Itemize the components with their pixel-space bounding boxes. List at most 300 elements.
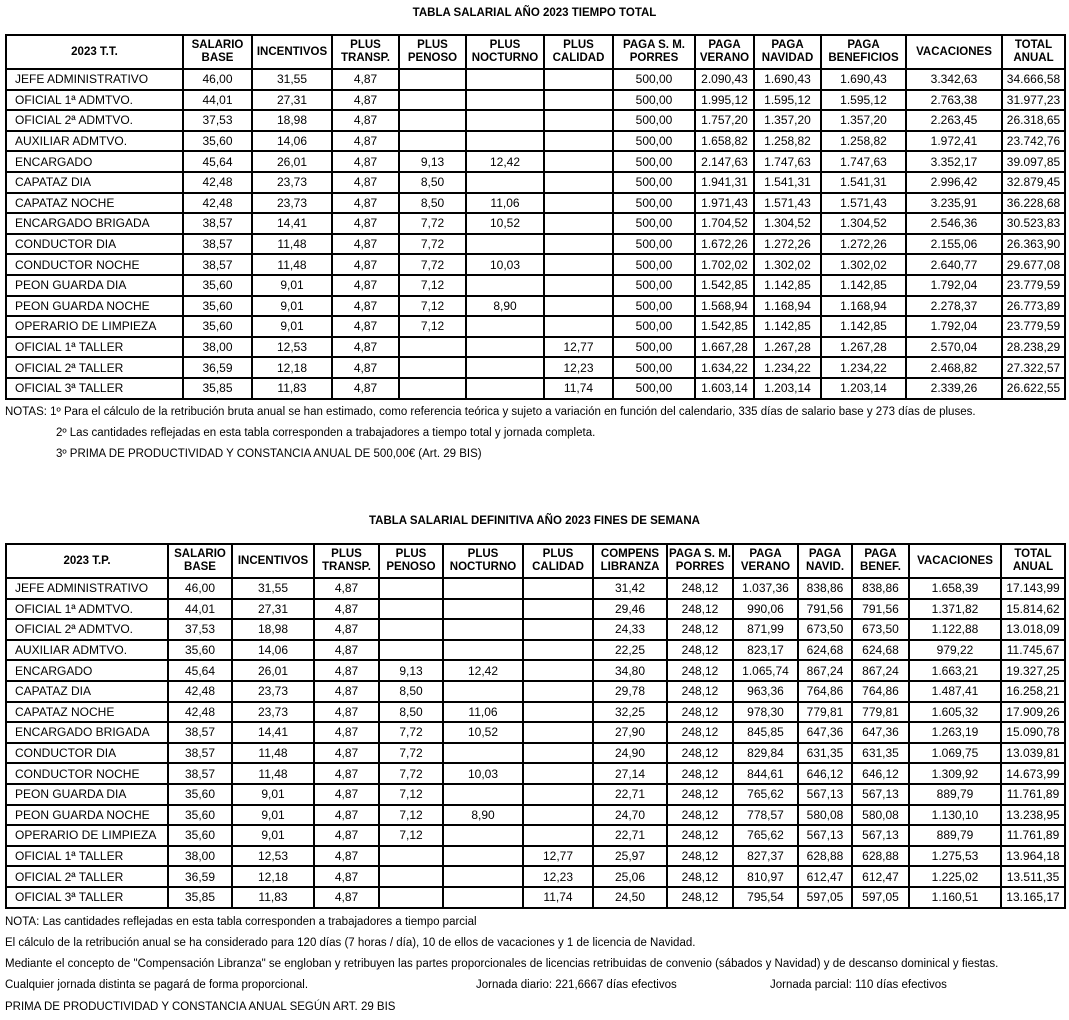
value-cell: 10,03 <box>443 763 523 784</box>
value-cell: 4,87 <box>332 234 399 255</box>
value-cell: 8,50 <box>399 172 466 193</box>
value-cell: 500,00 <box>613 193 695 214</box>
value-cell <box>544 90 613 111</box>
value-cell <box>443 784 523 805</box>
note-t2-prima: PRIMA DE PRODUCTIVIDAD Y CONSTANCIA ANUAL SEGÚN ART. 29 BIS <box>5 1001 396 1013</box>
category-cell: PEON GUARDA NOCHE <box>6 296 183 317</box>
value-cell: 844,61 <box>733 763 798 784</box>
value-cell: 1.065,74 <box>733 660 798 681</box>
category-cell: OFICIAL 3ª TALLER <box>6 887 168 908</box>
value-cell: 248,12 <box>667 578 733 599</box>
value-cell: 778,57 <box>733 805 798 826</box>
value-cell: 3.352,17 <box>906 151 1002 172</box>
column-header: PLUS TRANSP. <box>332 35 399 69</box>
value-cell: 1.571,43 <box>754 193 821 214</box>
value-cell: 1.142,85 <box>821 316 906 337</box>
value-cell <box>544 316 613 337</box>
note-1: NOTAS: 1º Para el cálculo de la retribución bruta anual se han estimado, como referencia teórica y sujeto a variación en función del calendario, 335 días de salario base y 273 días de pluses. <box>5 406 976 418</box>
value-cell <box>466 110 544 131</box>
value-cell: 12,42 <box>443 660 523 681</box>
value-cell <box>523 743 593 764</box>
value-cell: 1.971,43 <box>695 193 754 214</box>
value-cell: 23.779,59 <box>1002 316 1065 337</box>
value-cell: 4,87 <box>332 131 399 152</box>
value-cell: 12,23 <box>544 357 613 378</box>
category-cell: PEON GUARDA NOCHE <box>6 805 168 826</box>
value-cell: 4,87 <box>332 151 399 172</box>
value-cell: 15.090,78 <box>1001 722 1065 743</box>
value-cell: 14,06 <box>252 131 332 152</box>
value-cell: 35,60 <box>168 825 232 846</box>
value-cell <box>443 599 523 620</box>
column-header: VACACIONES <box>909 544 1001 578</box>
value-cell: 7,12 <box>399 275 466 296</box>
value-cell: 248,12 <box>667 846 733 867</box>
table-row <box>6 172 1065 193</box>
value-cell <box>379 619 443 640</box>
category-cell: PEON GUARDA DIA <box>6 275 183 296</box>
value-cell: 1.142,85 <box>821 275 906 296</box>
value-cell <box>399 337 466 358</box>
value-cell: 11,48 <box>252 234 332 255</box>
value-cell: 765,62 <box>733 784 798 805</box>
value-cell: 1.747,63 <box>754 151 821 172</box>
value-cell: 13.039,81 <box>1001 743 1065 764</box>
value-cell: 4,87 <box>314 702 379 723</box>
value-cell: 4,87 <box>314 763 379 784</box>
value-cell: 1.487,41 <box>909 681 1001 702</box>
value-cell: 26,01 <box>252 151 332 172</box>
value-cell <box>523 599 593 620</box>
value-cell <box>443 825 523 846</box>
value-cell: 795,54 <box>733 887 798 908</box>
value-cell: 673,50 <box>798 619 852 640</box>
value-cell: 4,87 <box>332 90 399 111</box>
value-cell: 4,87 <box>332 254 399 275</box>
value-cell: 4,87 <box>332 337 399 358</box>
value-cell: 13.165,17 <box>1001 887 1065 908</box>
table-row <box>6 357 1065 378</box>
category-cell: ENCARGADO BRIGADA <box>6 722 168 743</box>
value-cell: 35,60 <box>183 296 252 317</box>
value-cell <box>399 90 466 111</box>
column-header: TOTAL ANUAL <box>1001 544 1065 578</box>
value-cell: 37,53 <box>183 110 252 131</box>
value-cell <box>466 69 544 90</box>
table-row <box>6 681 1065 702</box>
value-cell: 567,13 <box>852 825 909 846</box>
value-cell: 24,33 <box>593 619 667 640</box>
column-header: PAGA NAVID. <box>798 544 852 578</box>
value-cell: 19.327,25 <box>1001 660 1065 681</box>
value-cell: 4,87 <box>332 213 399 234</box>
category-cell: JEFE ADMINISTRATIVO <box>6 69 183 90</box>
value-cell: 34,80 <box>593 660 667 681</box>
value-cell: 38,00 <box>168 846 232 867</box>
value-cell: 26,01 <box>232 660 314 681</box>
value-cell: 628,88 <box>852 846 909 867</box>
value-cell: 1.995,12 <box>695 90 754 111</box>
value-cell: 567,13 <box>852 784 909 805</box>
value-cell: 4,87 <box>314 784 379 805</box>
value-cell: 8,50 <box>379 681 443 702</box>
value-cell: 2.263,45 <box>906 110 1002 131</box>
value-cell: 500,00 <box>613 110 695 131</box>
value-cell: 1.542,85 <box>695 275 754 296</box>
value-cell: 14.673,99 <box>1001 763 1065 784</box>
value-cell <box>399 357 466 378</box>
value-cell: 29,78 <box>593 681 667 702</box>
value-cell: 11,83 <box>232 887 314 908</box>
table-row <box>6 702 1065 723</box>
value-cell: 12,53 <box>252 337 332 358</box>
value-cell <box>379 599 443 620</box>
column-header: PLUS NOCTURNO <box>443 544 523 578</box>
value-cell: 248,12 <box>667 887 733 908</box>
value-cell: 1.747,63 <box>821 151 906 172</box>
column-header: SALARIO BASE <box>168 544 232 578</box>
value-cell <box>379 887 443 908</box>
value-cell: 791,56 <box>798 599 852 620</box>
value-cell: 624,68 <box>852 640 909 661</box>
value-cell: 1.142,85 <box>754 275 821 296</box>
table-row <box>6 743 1065 764</box>
value-cell: 4,87 <box>314 681 379 702</box>
value-cell: 7,12 <box>379 825 443 846</box>
value-cell: 7,72 <box>379 763 443 784</box>
table-row <box>6 193 1065 214</box>
value-cell: 12,18 <box>232 866 314 887</box>
category-cell: OFICIAL 1ª TALLER <box>6 846 168 867</box>
value-cell: 990,06 <box>733 599 798 620</box>
table-row <box>6 599 1065 620</box>
value-cell: 46,00 <box>168 578 232 599</box>
value-cell <box>399 69 466 90</box>
value-cell <box>523 722 593 743</box>
note-2: 2º Las cantidades reflejadas en esta tabla corresponden a trabajadores a tiempo total y jornada completa. <box>56 427 596 439</box>
value-cell <box>523 805 593 826</box>
value-cell: 1.704,52 <box>695 213 754 234</box>
table-row <box>6 805 1065 826</box>
value-cell: 35,60 <box>183 275 252 296</box>
header-row <box>6 35 1065 69</box>
value-cell: 35,60 <box>183 316 252 337</box>
value-cell: 31,55 <box>252 69 332 90</box>
value-cell: 1.267,28 <box>754 337 821 358</box>
value-cell <box>544 254 613 275</box>
value-cell: 38,57 <box>183 234 252 255</box>
column-header: SALARIO BASE <box>183 35 252 69</box>
value-cell: 12,53 <box>232 846 314 867</box>
value-cell: 845,85 <box>733 722 798 743</box>
value-cell <box>466 378 544 399</box>
category-cell: ENCARGADO <box>6 660 168 681</box>
value-cell: 9,13 <box>399 151 466 172</box>
value-cell: 31.977,23 <box>1002 90 1065 111</box>
value-cell: 14,06 <box>232 640 314 661</box>
value-cell: 13.238,95 <box>1001 805 1065 826</box>
value-cell: 500,00 <box>613 357 695 378</box>
value-cell: 889,79 <box>909 784 1001 805</box>
column-header: COMPENS LIBRANZA <box>593 544 667 578</box>
value-cell: 36,59 <box>168 866 232 887</box>
value-cell: 18,98 <box>232 619 314 640</box>
value-cell: 7,12 <box>399 296 466 317</box>
value-cell: 23,73 <box>232 702 314 723</box>
column-header: PLUS PENOSO <box>399 35 466 69</box>
category-cell: CONDUCTOR DIA <box>6 234 183 255</box>
value-cell: 23,73 <box>252 193 332 214</box>
value-cell: 1.203,14 <box>754 378 821 399</box>
category-cell: CAPATAZ NOCHE <box>6 193 183 214</box>
value-cell: 42,48 <box>183 172 252 193</box>
value-cell: 978,30 <box>733 702 798 723</box>
column-header: PAGA VERANO <box>733 544 798 578</box>
value-cell: 1.272,26 <box>821 234 906 255</box>
value-cell: 248,12 <box>667 702 733 723</box>
value-cell: 24,70 <box>593 805 667 826</box>
value-cell: 37,53 <box>168 619 232 640</box>
value-cell: 35,85 <box>183 378 252 399</box>
value-cell <box>443 619 523 640</box>
value-cell: 4,87 <box>314 743 379 764</box>
table-row <box>6 784 1065 805</box>
value-cell: 1.603,14 <box>695 378 754 399</box>
value-cell: 11.745,67 <box>1001 640 1065 661</box>
table-row <box>6 660 1065 681</box>
value-cell: 12,77 <box>523 846 593 867</box>
value-cell: 500,00 <box>613 213 695 234</box>
value-cell: 27,31 <box>252 90 332 111</box>
value-cell: 248,12 <box>667 825 733 846</box>
value-cell: 42,48 <box>183 193 252 214</box>
table-row <box>6 275 1065 296</box>
value-cell: 38,00 <box>183 337 252 358</box>
value-cell <box>544 193 613 214</box>
value-cell <box>399 110 466 131</box>
value-cell: 1.069,75 <box>909 743 1001 764</box>
value-cell: 1.941,31 <box>695 172 754 193</box>
value-cell <box>523 681 593 702</box>
value-cell <box>443 887 523 908</box>
value-cell: 7,72 <box>379 743 443 764</box>
value-cell: 44,01 <box>183 90 252 111</box>
value-cell: 35,60 <box>168 640 232 661</box>
value-cell: 38,57 <box>168 743 232 764</box>
value-cell: 1.357,20 <box>821 110 906 131</box>
table-row <box>6 887 1065 908</box>
value-cell: 1.302,02 <box>754 254 821 275</box>
value-cell: 1.267,28 <box>821 337 906 358</box>
value-cell: 42,48 <box>168 681 232 702</box>
value-cell: 248,12 <box>667 722 733 743</box>
header-row <box>6 544 1065 578</box>
value-cell: 35,60 <box>168 784 232 805</box>
category-cell: OFICIAL 1ª ADMTVO. <box>6 599 168 620</box>
value-cell: 4,87 <box>314 722 379 743</box>
value-cell <box>523 702 593 723</box>
value-cell: 31,55 <box>232 578 314 599</box>
value-cell: 1.690,43 <box>754 69 821 90</box>
value-cell: 867,24 <box>852 660 909 681</box>
table2-title: TABLA SALARIAL DEFINITIVA AÑO 2023 FINES DE SEMANA <box>369 515 700 527</box>
value-cell: 2.640,77 <box>906 254 1002 275</box>
value-cell: 4,87 <box>332 172 399 193</box>
table-row <box>6 213 1065 234</box>
value-cell: 22,71 <box>593 784 667 805</box>
category-cell: ENCARGADO BRIGADA <box>6 213 183 234</box>
category-cell: CONDUCTOR DIA <box>6 743 168 764</box>
value-cell: 11,06 <box>466 193 544 214</box>
value-cell: 823,17 <box>733 640 798 661</box>
table-row <box>6 846 1065 867</box>
value-cell: 500,00 <box>613 337 695 358</box>
value-cell: 32,25 <box>593 702 667 723</box>
value-cell: 23.742,76 <box>1002 131 1065 152</box>
value-cell: 597,05 <box>852 887 909 908</box>
note-3: 3º PRIMA DE PRODUCTIVIDAD Y CONSTANCIA ANUAL DE 500,00€ (Art. 29 BIS) <box>56 448 482 460</box>
value-cell: 7,12 <box>399 316 466 337</box>
value-cell: 2.570,04 <box>906 337 1002 358</box>
value-cell: 26.318,65 <box>1002 110 1065 131</box>
value-cell: 1.571,43 <box>821 193 906 214</box>
value-cell <box>544 110 613 131</box>
table-row <box>6 337 1065 358</box>
table-row <box>6 151 1065 172</box>
value-cell: 4,87 <box>314 887 379 908</box>
category-cell: OPERARIO DE LIMPIEZA <box>6 825 168 846</box>
value-cell: 1.792,04 <box>906 275 1002 296</box>
value-cell: 38,57 <box>183 254 252 275</box>
value-cell: 4,87 <box>314 846 379 867</box>
value-cell: 13.964,18 <box>1001 846 1065 867</box>
value-cell: 42,48 <box>168 702 232 723</box>
value-cell: 1.568,94 <box>695 296 754 317</box>
value-cell: 1.541,31 <box>754 172 821 193</box>
value-cell: 2.339,26 <box>906 378 1002 399</box>
value-cell: 248,12 <box>667 805 733 826</box>
value-cell <box>466 357 544 378</box>
value-cell: 38,57 <box>183 213 252 234</box>
value-cell: 9,01 <box>252 316 332 337</box>
value-cell: 2.147,63 <box>695 151 754 172</box>
category-cell: OFICIAL 2ª ADMTVO. <box>6 619 168 640</box>
value-cell: 4,87 <box>314 619 379 640</box>
value-cell <box>379 578 443 599</box>
value-cell <box>523 825 593 846</box>
value-cell: 500,00 <box>613 254 695 275</box>
value-cell: 24,90 <box>593 743 667 764</box>
value-cell <box>544 296 613 317</box>
value-cell: 248,12 <box>667 599 733 620</box>
value-cell: 1.309,92 <box>909 763 1001 784</box>
value-cell: 7,72 <box>399 213 466 234</box>
value-cell: 27.322,57 <box>1002 357 1065 378</box>
value-cell <box>379 846 443 867</box>
value-cell <box>523 660 593 681</box>
value-cell: 7,72 <box>399 234 466 255</box>
value-cell: 1.275,53 <box>909 846 1001 867</box>
value-cell: 1.272,26 <box>754 234 821 255</box>
value-cell: 26.773,89 <box>1002 296 1065 317</box>
value-cell: 10,52 <box>443 722 523 743</box>
value-cell: 38,57 <box>168 722 232 743</box>
table-row <box>6 131 1065 152</box>
value-cell: 673,50 <box>852 619 909 640</box>
table-row <box>6 578 1065 599</box>
value-cell <box>443 640 523 661</box>
value-cell: 1.658,39 <box>909 578 1001 599</box>
value-cell: 628,88 <box>798 846 852 867</box>
table-row <box>6 234 1065 255</box>
value-cell: 1.304,52 <box>821 213 906 234</box>
column-header: PAGA S. M. PORRES <box>613 35 695 69</box>
value-cell: 1.122,88 <box>909 619 1001 640</box>
value-cell: 1.595,12 <box>754 90 821 111</box>
value-cell: 500,00 <box>613 151 695 172</box>
value-cell: 11.761,89 <box>1001 784 1065 805</box>
value-cell: 16.258,21 <box>1001 681 1065 702</box>
value-cell <box>399 131 466 152</box>
value-cell: 1.203,14 <box>821 378 906 399</box>
column-header: PAGA NAVIDAD <box>754 35 821 69</box>
value-cell <box>523 640 593 661</box>
value-cell: 11,74 <box>544 378 613 399</box>
value-cell: 500,00 <box>613 131 695 152</box>
value-cell <box>544 69 613 90</box>
value-cell: 4,87 <box>332 378 399 399</box>
value-cell: 7,72 <box>399 254 466 275</box>
value-cell: 791,56 <box>852 599 909 620</box>
column-header: PLUS TRANSP. <box>314 544 379 578</box>
value-cell: 1.258,82 <box>821 131 906 152</box>
category-cell: OPERARIO DE LIMPIEZA <box>6 316 183 337</box>
value-cell <box>544 131 613 152</box>
value-cell: 28.238,29 <box>1002 337 1065 358</box>
value-cell: 1.263,19 <box>909 722 1001 743</box>
value-cell: 2.155,06 <box>906 234 1002 255</box>
value-cell: 248,12 <box>667 619 733 640</box>
value-cell <box>544 234 613 255</box>
value-cell: 838,86 <box>798 578 852 599</box>
value-cell: 1.168,94 <box>754 296 821 317</box>
value-cell: 29,46 <box>593 599 667 620</box>
table-row <box>6 825 1065 846</box>
column-header: INCENTIVOS <box>232 544 314 578</box>
value-cell: 500,00 <box>613 90 695 111</box>
value-cell: 500,00 <box>613 296 695 317</box>
value-cell: 1.234,22 <box>821 357 906 378</box>
value-cell: 27,31 <box>232 599 314 620</box>
value-cell: 22,25 <box>593 640 667 661</box>
value-cell: 2.278,37 <box>906 296 1002 317</box>
value-cell: 46,00 <box>183 69 252 90</box>
value-cell: 867,24 <box>798 660 852 681</box>
value-cell: 24,50 <box>593 887 667 908</box>
value-cell: 8,50 <box>379 702 443 723</box>
value-cell: 248,12 <box>667 743 733 764</box>
value-cell: 26.622,55 <box>1002 378 1065 399</box>
value-cell: 500,00 <box>613 172 695 193</box>
category-cell: OFICIAL 1ª TALLER <box>6 337 183 358</box>
value-cell <box>443 681 523 702</box>
value-cell: 17.143,99 <box>1001 578 1065 599</box>
category-cell: AUXILIAR ADMTVO. <box>6 640 168 661</box>
value-cell: 4,87 <box>332 110 399 131</box>
value-cell: 1.792,04 <box>906 316 1002 337</box>
value-cell <box>443 846 523 867</box>
column-header: PAGA S. M. PORRES <box>667 544 733 578</box>
